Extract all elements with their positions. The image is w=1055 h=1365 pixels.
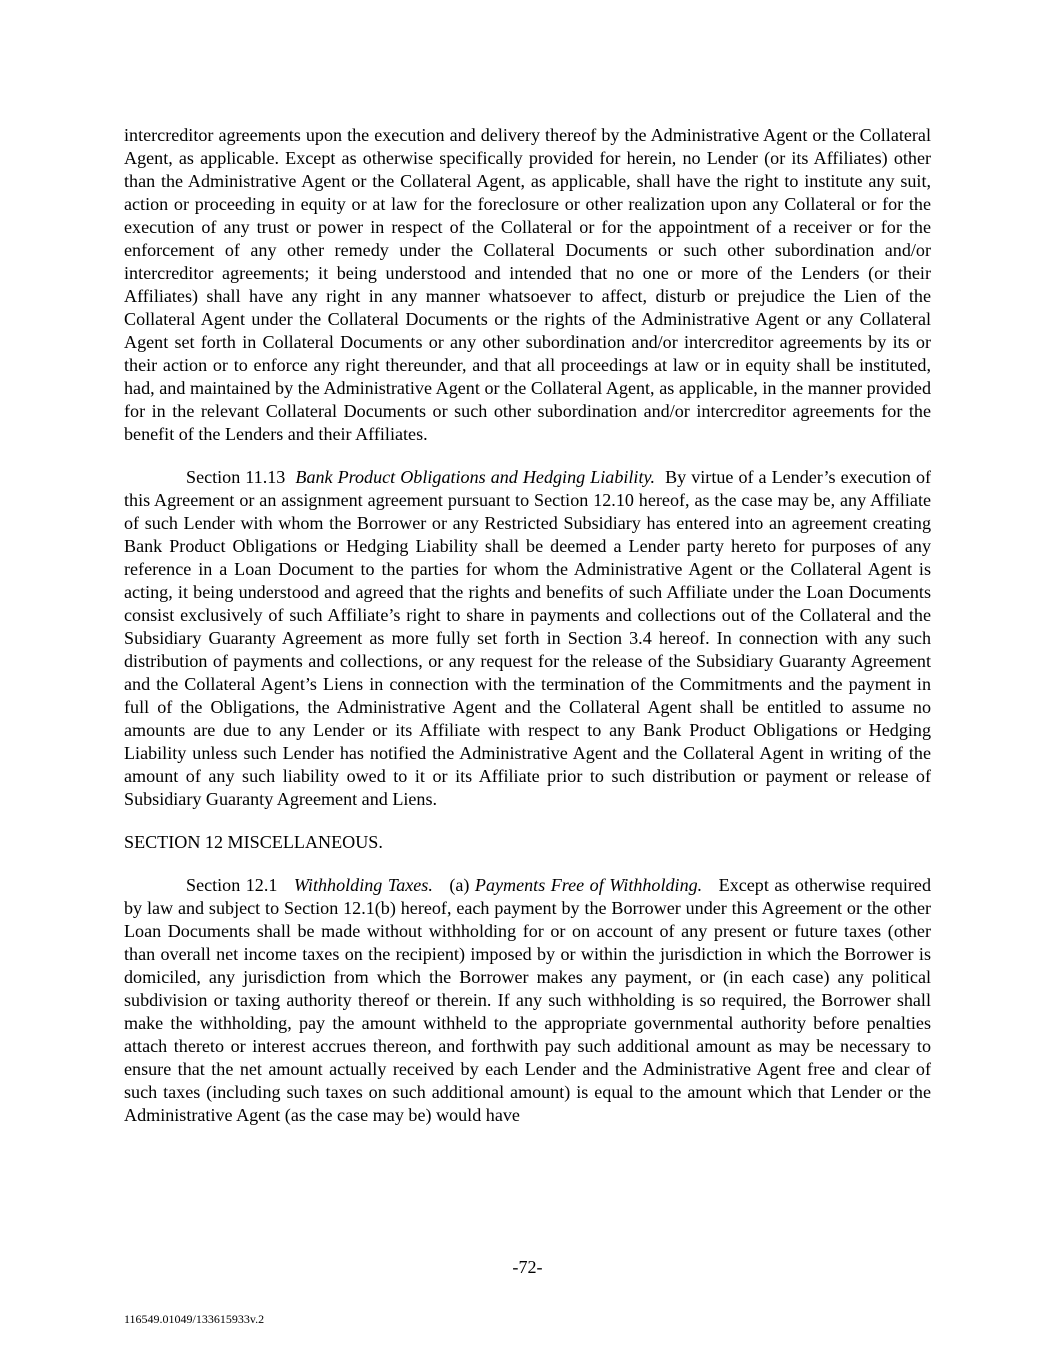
document-id: 116549.01049/133615933v.2: [124, 1312, 265, 1326]
section-12-1-title: Withholding Taxes.: [293, 875, 433, 895]
section-11-13-title: Bank Product Obligations and Hedging Liability.: [295, 467, 656, 487]
section-11-13-ref: Section 11.13: [186, 467, 286, 487]
section-12-1-ref: Section 12.1: [186, 875, 278, 895]
section-12-1-sub-ref: (a): [449, 875, 470, 895]
section-12-heading: SECTION 12 MISCELLANEOUS.: [124, 832, 383, 852]
section-12-1-body: Except as otherwise required by law and subject to Section 12.1(b) hereof, each payment by the Borrower under this Agreement or the other Loan Documents shall be made without withholding for or on account of any present or future taxes (other than overall net income taxes on the recipient) imposed by or within the jurisdiction in which the Borrower is domiciled, any jurisdiction from which the Borrower makes any payment, or (in each case) any political subdivision or taxing authority thereof or therein. If any such withholding is so required, the Borrower shall make the withholding, pay the amount withheld to the appropriate governmental authority before penalties attach thereto or interest accrues thereon, and forthwith pay such additional amount as may be necessary to ensure that the net amount actually received by each Lender and the Administrative Agent free and clear of such taxes (including such taxes on such additional amount) is equal to the amount which that Lender or the Administrative Agent (as the case may be) would have: [124, 875, 931, 1125]
document-body: [124, 124, 931, 1127]
section-12-1-paragraph: [124, 874, 931, 1127]
page-number: -72-: [512, 1257, 543, 1277]
section-12-1-sub-title: Payments Free of Withholding.: [474, 875, 703, 895]
section-11-13-body: By virtue of a Lender’s execution of this Agreement or an assignment agreement pursuant to Section 12.10 hereof, as the case may be, any Affiliate of such Lender with whom the Borrower or any Restricted Subsidiary has entered into an agreement creating Bank Product Obligations or Hedging Liability shall be deemed a Lender party hereto for purposes of any reference in a Loan Document to the parties for whom the Administrative Agent or the Collateral Agent is acting, it being understood and agreed that the rights and benefits of such Affiliate under the Loan Documents consist exclusively of such Affiliate’s right to share in payments and collections out of the Collateral and the Subsidiary Guaranty Agreement as more fully set forth in Section 3.4 hereof. In connection with any such distribution of payments and collections, or any request for the release of the Subsidiary Guaranty Agreement and the Collateral Agent’s Liens in connection with the termination of the Commitments and the payment in full of the Obligations, the Administrative Agent and the Collateral Agent shall be entitled to assume no amounts are due to any Lender or its Affiliate with respect to any Bank Product Obligations or Hedging Liability unless such Lender has notified the Administrative Agent and the Collateral Agent in writing of the amount of any such liability owed to it or its Affiliate prior to such distribution or payment or release of Subsidiary Guaranty Agreement and Liens.: [124, 467, 932, 809]
section-11-13-paragraph: [124, 466, 931, 811]
paragraph-intercreditor: intercreditor agreements upon the execution and delivery thereof by the Administrative Agent or the Collateral Agent, as applicable. Except as otherwise specifically provided for herein, no Lender (or its Affiliates) other than the Administrative Agent or the Collateral Agent, as applicable, shall have the right to institute any suit, action or proceeding in equity or at law for the foreclosure or other realization upon any Collateral or for the execution of any trust or power in respect of the Collateral or for the appointment of a receiver or for the enforcement of any other remedy under the Collateral Documents or such other subordination and/or intercreditor agreements; it being understood and intended that no one or more of the Lenders (or their Affiliates) shall have any right in any manner whatsoever to affect, disturb or prejudice the Lien of the Collateral Agent under the Collateral Documents or the rights of the Administrative Agent or any Collateral Agent set forth in Collateral Documents or any other subordination and/or intercreditor agreements by its or their action or to enforce any right thereunder, and that all proceedings at law or in equity shall be instituted, had, and maintained by the Administrative Agent or the Collateral Agent, as applicable, in the manner provided for in the relevant Collateral Documents or such other subordination and/or intercreditor agreements for the benefit of the Lenders and their Affiliates.: [124, 125, 931, 444]
